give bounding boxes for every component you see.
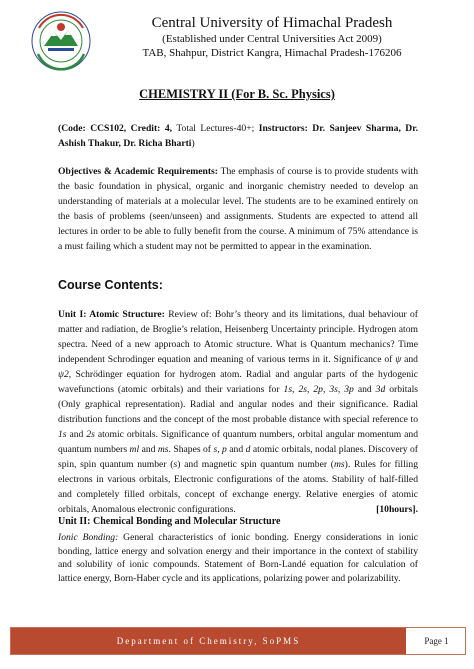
objectives-text: The emphasis of course is to provide students with the basic foundation in physical, organic and inorganic chemistry needed to develop an understanding of materials at a molecular level. The students are to be examined entirely on the basis of problems (seen/unseen) and assignments. Students are expected to attend all lectures in order to be able to fully benefit from the course. A minimum of 75% attendance is a must failing which a student may not be permitted to appear in the examination. xyxy=(58,166,418,252)
unit-2-heading: Unit II: Chemical Bonding and Molecular Structure xyxy=(58,516,281,527)
unit-1-text-8: and xyxy=(141,444,156,455)
unit-1-text-11: atomic orbitals, nodal planes. Discovery of spin, spin quantum number ( xyxy=(58,444,419,470)
quantum-ml: ml xyxy=(129,444,140,455)
orbital-list: 1s, 2s, 2p, 3s, 3p xyxy=(283,384,354,395)
page-number: Page 1 xyxy=(424,636,449,646)
university-address: TAB, Shahpur, District Kangra, Himachal Pradesh-176206 xyxy=(142,47,402,59)
unit-1-text-6: and xyxy=(69,429,84,440)
instructors-names: Dr. Sanjeev Sharma, Dr. Ashish Thakur, Dr. Richa Bharti xyxy=(58,123,419,149)
orbital-s-p: s, p xyxy=(213,444,227,455)
credit-label: Credit: xyxy=(130,123,161,134)
unit-1-text-1: Review of: Bohr’s theory and its limitations, dual behaviour of matter and radiation, de Broglie’s relation, Heisenberg Uncertainty principle. Hydrogen atom spectra. Need of a new approach to Atomic structure. What is Quantum mechanics? Time independent Schrodinger equation and meaning of various terms in it. Significance of xyxy=(58,309,418,365)
course-contents-heading: Course Contents: xyxy=(58,278,163,292)
course-code: CCS102, xyxy=(90,123,127,134)
unit-1-text-12: ) and magnetic spin quantum number ( xyxy=(177,459,334,470)
psi-squared-symbol: ψ2 xyxy=(58,369,69,380)
objectives-label: Objectives & Academic Requirements: xyxy=(58,166,218,177)
ionic-bonding-text: General characteristics of ionic bonding. Energy considerations in ionic bonding, lattice energy and solvation energy and their importance in the context of stability and solubility of ionic compounds. Statement of Born-Landé equation for calculation of lattice energy, Born-Haber cycle and its applications, polarizing power and polarizability. xyxy=(58,532,418,584)
orbital-3d: 3d xyxy=(375,384,386,395)
ionic-bonding-paragraph xyxy=(58,531,418,585)
orbital-1s: 1s xyxy=(58,429,67,440)
unit-1-text-5: orbitals (Only graphical representation). Radial and angular nodes and their significance. Radial distribution functions and the concept of the most probable distance with special reference to xyxy=(58,384,419,425)
university-name: Central University of Himachal Pradesh xyxy=(151,15,393,31)
unit-1-text-13: ). Rules for filling electrons in various orbitals, Electronic configurations of the atoms. Stability of half-filled and completely filled orbitals, concept of exchange energy. Relative energies of atomic orbitals, Anomalous electronic configurations. xyxy=(58,459,418,515)
spin-ms: ms xyxy=(333,459,345,470)
unit-1-hours: [10hours]. xyxy=(376,504,418,515)
unit-1-text-10: and xyxy=(229,444,244,455)
quantum-ms: ms xyxy=(157,444,169,455)
course-title: CHEMISTRY II (For B. Sc. Physics) xyxy=(139,87,335,101)
code-label: (Code: xyxy=(58,123,86,134)
course-info-close: ) xyxy=(191,138,195,149)
unit-1-text-9: . Shapes of xyxy=(168,444,212,455)
letterhead xyxy=(30,10,450,80)
orbital-2s: 2s xyxy=(86,429,95,440)
ionic-bonding-label: Ionic Bonding: xyxy=(58,532,119,543)
establishment-note: (Established under Central Universities Act 2009) xyxy=(162,33,382,45)
objectives-paragraph xyxy=(58,164,418,254)
instructors-label: Instructors: xyxy=(258,123,308,134)
unit-1-text-2: and xyxy=(404,354,418,365)
total-lectures: Total Lectures-40+; xyxy=(176,123,255,134)
university-info xyxy=(92,14,452,60)
footer-department: Department of Chemistry, SoPMS xyxy=(11,628,406,654)
course-info xyxy=(58,121,418,151)
unit-1-text-3: , Schrödinger equation for hydrogen atom. Radial and angular parts of the hydogenic wavefunctions (atomic orbitals) and their variations for xyxy=(58,369,418,395)
orbital-d: d xyxy=(245,444,251,455)
credit-value: 4, xyxy=(164,123,173,134)
spin-s: s xyxy=(173,459,178,470)
unit-1-paragraph xyxy=(58,307,418,517)
psi-symbol: ψ xyxy=(395,354,402,365)
university-logo xyxy=(30,10,92,72)
page-footer xyxy=(10,627,466,655)
unit-1-text-7: atomic orbitals. Significance of quantum numbers, orbital angular momentum and quantum numbers xyxy=(58,429,419,455)
unit-1-text-4: and xyxy=(357,384,372,395)
unit-1-label: Unit I: Atomic Structure: xyxy=(58,309,165,320)
